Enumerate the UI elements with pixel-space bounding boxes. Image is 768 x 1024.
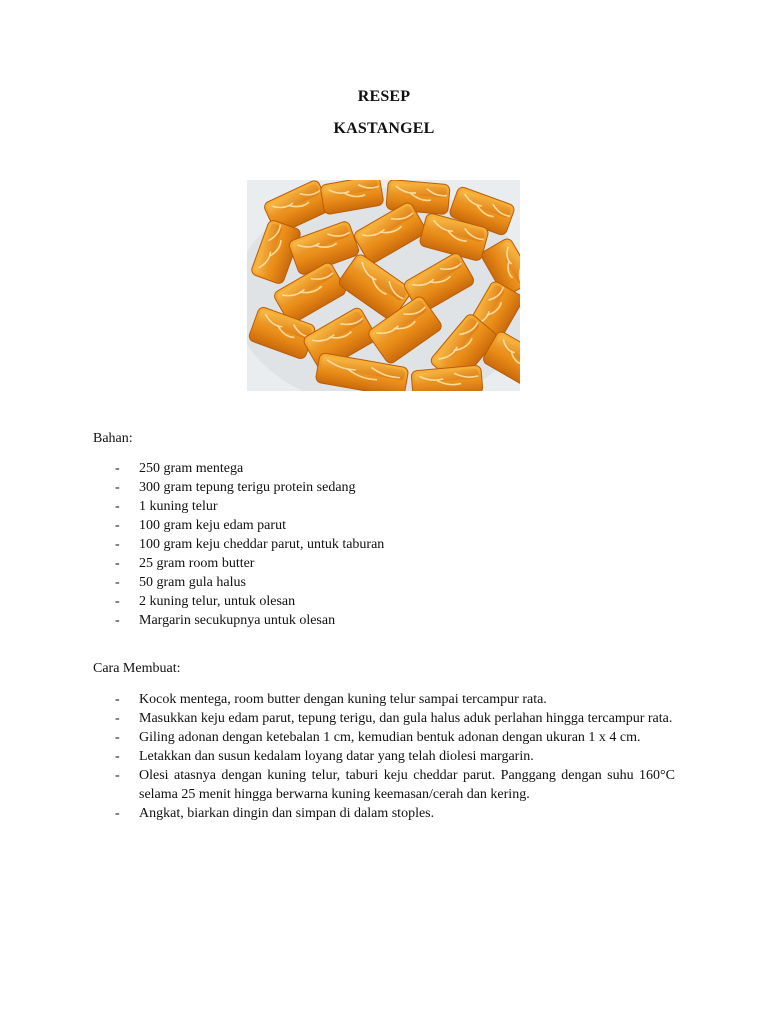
list-bullet: - xyxy=(115,480,120,495)
kastangel-cookie-photo xyxy=(247,180,520,391)
list-bullet: - xyxy=(115,711,120,726)
ingredient-item xyxy=(93,478,675,497)
steps-label: Cara Membuat: xyxy=(93,661,181,676)
list-bullet: - xyxy=(115,749,120,764)
ingredient-item xyxy=(93,611,675,630)
list-bullet: - xyxy=(115,692,120,707)
ingredient-item xyxy=(93,459,675,478)
ingredient-item xyxy=(93,554,675,573)
step-item-text: Olesi atasnya dengan kuning telur, taburi keju cheddar parut. Panggang dengan suhu 160°C selama 25 menit hingga berwarna kuning keemasan/cerah dan kering. xyxy=(139,768,675,802)
steps-list xyxy=(93,690,675,823)
ingredient-item-text: 100 gram keju cheddar parut, untuk taburan xyxy=(139,537,385,552)
ingredient-item-text: 25 gram room butter xyxy=(139,556,255,571)
ingredient-item-text: 300 gram tepung terigu protein sedang xyxy=(139,480,356,495)
step-item-text: Giling adonan dengan ketebalan 1 cm, kemudian bentuk adonan dengan ukuran 1 x 4 cm. xyxy=(139,730,641,745)
step-item-text: Kocok mentega, room butter dengan kuning telur sampai tercampur rata. xyxy=(139,692,547,707)
ingredient-item xyxy=(93,497,675,516)
title-line-1: RESEP xyxy=(357,88,411,105)
step-item xyxy=(93,766,675,804)
list-bullet: - xyxy=(115,613,120,628)
ingredient-item-text: 50 gram gula halus xyxy=(139,575,246,590)
list-bullet: - xyxy=(115,768,120,783)
list-bullet: - xyxy=(115,461,120,476)
step-item-text: Masukkan keju edam parut, tepung terigu, dan gula halus aduk perlahan hingga tercampur rata. xyxy=(139,711,673,726)
list-bullet: - xyxy=(115,499,120,514)
list-bullet: - xyxy=(115,518,120,533)
ingredient-item-text: 100 gram keju edam parut xyxy=(139,518,286,533)
ingredient-item-text: 1 kuning telur xyxy=(139,499,218,514)
ingredient-item xyxy=(93,516,675,535)
list-bullet: - xyxy=(115,730,120,745)
step-item-text: Letakkan dan susun kedalam loyang datar yang telah diolesi margarin. xyxy=(139,749,534,764)
list-bullet: - xyxy=(115,575,120,590)
step-item xyxy=(93,747,675,766)
list-bullet: - xyxy=(115,537,120,552)
step-item xyxy=(93,709,675,728)
ingredient-item-text: 250 gram mentega xyxy=(139,461,244,476)
ingredient-item xyxy=(93,592,675,611)
title-line-2: KASTANGEL xyxy=(333,120,435,137)
list-bullet: - xyxy=(115,806,120,821)
list-bullet: - xyxy=(115,556,120,571)
step-item-text: Angkat, biarkan dingin dan simpan di dalam stoples. xyxy=(139,806,435,821)
step-item xyxy=(93,728,675,747)
list-bullet: - xyxy=(115,594,120,609)
ingredient-item xyxy=(93,535,675,554)
ingredients-list xyxy=(93,459,675,630)
step-item xyxy=(93,804,675,823)
ingredient-item xyxy=(93,573,675,592)
step-item xyxy=(93,690,675,709)
ingredient-item-text: 2 kuning telur, untuk olesan xyxy=(139,594,296,609)
ingredients-label: Bahan: xyxy=(93,431,133,446)
ingredient-item-text: Margarin secukupnya untuk olesan xyxy=(139,613,336,628)
